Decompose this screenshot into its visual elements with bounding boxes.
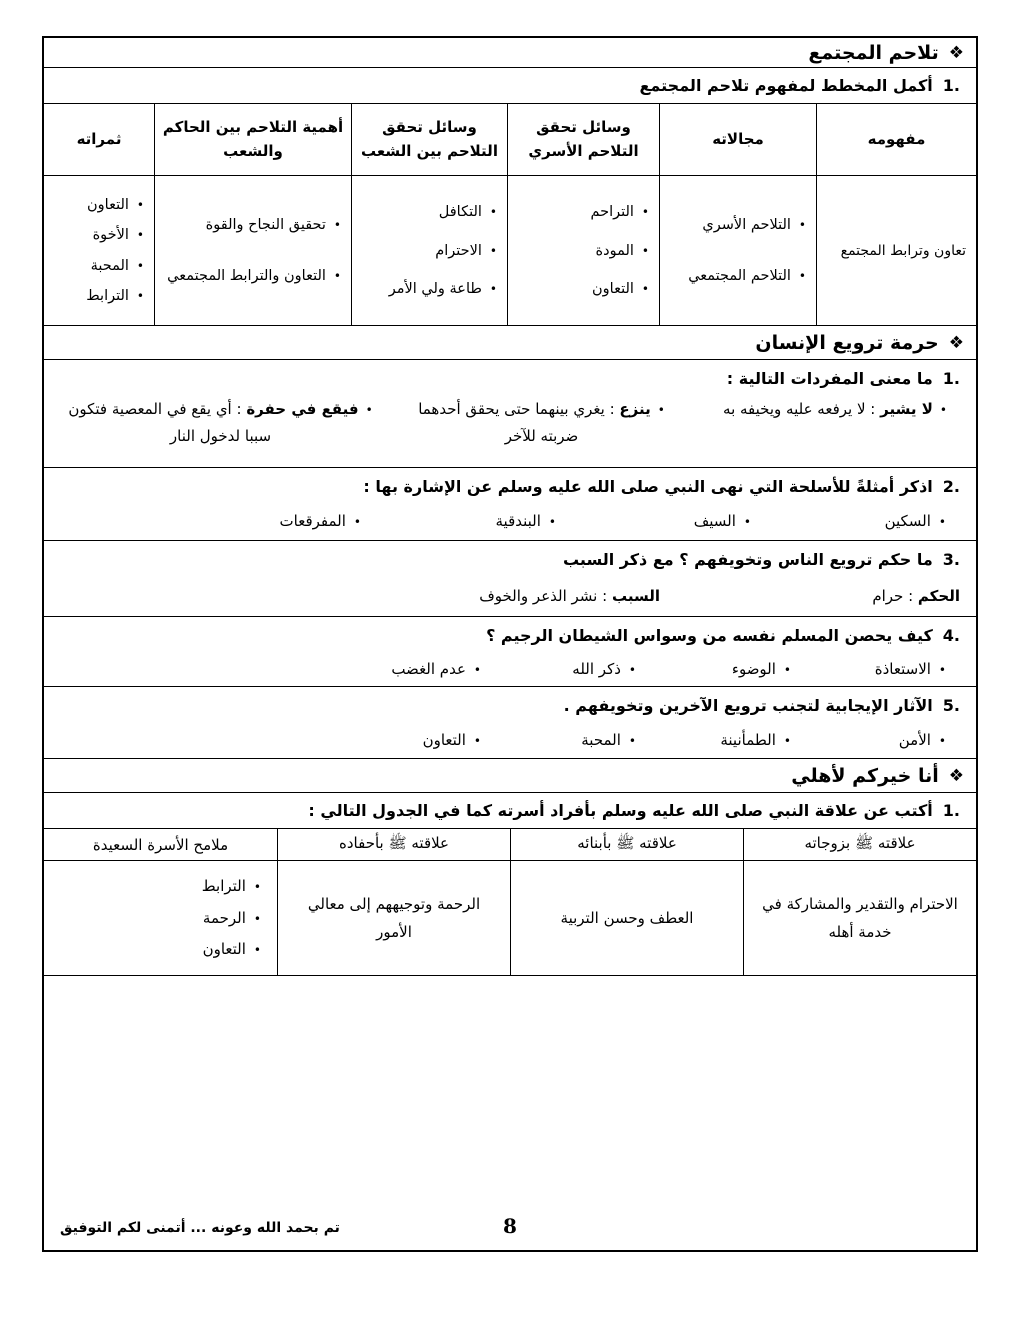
section-title: تلاحم المجتمع [808,41,939,64]
list-item [54,197,144,213]
question-positive-effects [44,689,976,721]
vocab-term: ينزع [619,400,651,418]
bullet-icon: • [136,197,144,212]
diamond-ornament-icon: ❖ [948,332,964,353]
table-cell-concept [816,176,976,325]
table-cell-people-means [351,176,507,325]
positive-effects-block [44,687,976,759]
list-item [165,268,341,284]
bullet-icon: • [489,281,497,296]
answer-text: التعاون [422,730,466,749]
answers-row [44,721,976,758]
concept-table-body-row [44,176,976,326]
column-header-domains: مجالاته [659,104,816,175]
bullet-icon: • [136,289,144,304]
vocab-item [409,396,674,450]
bullet-icon: • [939,403,947,417]
list-item [60,872,261,901]
section-header-terrorizing-humans [44,326,976,360]
answer-text: البندقية [495,512,541,530]
question-text: كيف يحصن المسلم نفسه من وسواس الشيطان الرجيم ؟ [486,625,933,645]
list-item-text: الترابط [201,877,246,896]
answers-row [44,651,976,686]
question-vocab [44,362,976,394]
ruling-value: حرام [872,586,904,605]
column-header-grandchildren: علاقته ﷺ بأحفاده [277,829,510,860]
bullet-icon: • [628,662,636,677]
answers-row [44,502,976,540]
list-item [54,288,144,304]
question-complete-diagram [44,68,976,104]
bullet-icon: • [938,733,946,748]
cell-text: العطف وحسن التربية [560,908,694,927]
column-header-family-means: وسائل تحقق التلاحم الأسري [507,104,659,175]
list-item [60,904,261,933]
colon-separator: : [231,400,247,418]
question-number: 1. [942,76,960,95]
list-item-text: التلاحم الأسري [702,217,791,233]
list-item-text: التكافل [438,204,482,221]
table-cell-family-means [507,176,659,325]
column-header-fruits: ثمراته [76,129,122,148]
bullet-icon: • [783,662,791,677]
bullet-icon: • [657,403,665,417]
bullet-icon: • [938,515,946,529]
reason-label: السبب [611,586,660,605]
list-item-text: التعاون [87,196,129,213]
list-item [54,227,144,243]
question-protection [44,619,976,651]
ruling-block [44,541,976,617]
column-header-wives: علاقته ﷺ بزوجاته [743,829,976,860]
list-item [670,268,806,284]
answer-item [481,731,636,749]
list-item [54,258,144,274]
list-item [362,204,497,220]
list-item-text: الترابط [86,288,129,305]
question-text: اذكر أمثلةً للأسلحة التي نهى النبي صلى الله عليه وسلم عن الإشارة بها : [363,476,933,496]
colon-separator: : [865,400,881,418]
list-item-text: الاحترام [435,242,482,259]
answer-text: ذكر الله [572,659,621,678]
vocab-definition: أي يقع في المعصية فتكون سببا لدخول النار [68,400,272,445]
list-item [518,204,649,220]
reason-value: نشر الذعر والخوف [479,586,598,605]
question-family-relations [44,793,976,829]
vocab-row [44,394,976,467]
answer-text: السكين [884,512,931,530]
list-item-text: المحبة [90,257,129,274]
cell-text: تعاون وترابط المجتمع [840,242,966,259]
diamond-ornament-icon: ❖ [948,42,964,63]
bullet-icon: • [641,243,649,258]
question-number: 3. [942,549,960,569]
table-cell-wives [743,861,976,975]
ruling-answer-row [44,575,976,616]
list-item-text: الأخوة [92,227,129,244]
bullet-icon: • [628,733,636,748]
answer-text: السيف [693,512,736,530]
list-item [165,217,341,233]
question-text: الآثار الإيجابية لتجنب ترويع الآخرين وتخويفهم . [563,695,933,715]
answer-item [791,731,946,749]
section-header-best-to-family [44,759,976,793]
list-item [518,281,649,297]
protection-block [44,617,976,687]
bullet-icon: • [783,733,791,748]
colon-separator: : [604,400,620,418]
ruling-pair [660,587,960,605]
column-header-concept: مفهومه [816,104,976,175]
answer-item [326,660,481,678]
page-number: 8 [503,1214,517,1238]
vocab-item [710,396,960,423]
list-item-text: طاعة ولي الأمر [388,280,482,297]
bullet-icon: • [489,243,497,258]
ruling-label: الحكم [917,586,960,605]
bullet-icon: • [641,205,649,220]
answer-text: الأمن [898,730,931,749]
column-header-people-means: وسائل تحقق التلاحم بين الشعب [351,104,507,175]
vocab-item [68,396,373,450]
vocab-definition: يغري بينهما حتى يحقق أحدهما ضربته للآخر [418,400,605,445]
cell-text: الاحترام والتقدير والمشاركة في خدمة أهله [762,894,958,941]
vocab-term: لا يشير [880,400,933,418]
bullet-icon: • [798,269,806,283]
answer-item [166,512,361,530]
concept-table-header-row [44,104,976,176]
list-item-text: الرحمة [202,908,246,927]
column-header-happy-family: ملامح الأسرة السعيدة [92,835,229,854]
answer-item [636,660,791,678]
list-item-text: التلاحم المجتمعي [688,268,791,284]
column-header-children: علاقته ﷺ بأبنائه [510,829,743,860]
section-header-community-cohesion [44,38,976,68]
question-text: أكتب عن علاقة النبي صلى الله عليه وسلم بأفراد أسرته كما في الجدول التالي : [308,801,933,820]
answer-text: المحبة [581,730,621,749]
answer-text: الوضوء [731,659,776,678]
colon-separator: : [903,586,918,605]
answer-text: عدم الغضب [391,659,466,678]
reason-pair [479,587,660,605]
bullet-icon: • [333,218,341,232]
weapons-block [44,468,976,541]
answer-text: الطمأنينة [720,730,776,749]
list-item-text: التعاون [202,940,246,959]
bullet-icon: • [253,943,261,958]
bullet-icon: • [641,281,649,296]
bullet-icon: • [548,515,556,529]
bullet-icon: • [365,403,373,417]
bullet-icon: • [136,228,144,243]
list-item [60,935,261,964]
column-header-importance: أهمية التلاحم بين الحاكم والشعب [154,104,351,175]
bullet-icon: • [136,258,144,273]
answer-item [751,512,946,530]
list-item-text: تحقيق النجاح والقوة [205,217,326,233]
table-cell-importance [154,176,351,325]
bullet-icon: • [253,911,261,926]
bullet-icon: • [473,733,481,748]
question-number: 1. [942,801,960,820]
list-item-text: التراحم [590,204,634,221]
bullet-icon: • [333,269,341,283]
answer-item [481,660,636,678]
section-title: أنا خيركم لأهلي [791,764,939,787]
table-cell-grandchildren [277,861,510,975]
table-cell-children [510,861,743,975]
bullet-icon: • [798,218,806,232]
answer-item [326,731,481,749]
bullet-icon: • [489,205,497,220]
table-cell-fruits [44,176,154,325]
cell-text: الرحمة وتوجيههم إلى معالي الأمور [307,894,481,941]
answer-item [361,512,556,530]
question-number: 4. [942,625,960,645]
answer-text: المفرقعات [279,512,346,530]
list-item-text: المودة [595,242,634,259]
list-item [362,243,497,259]
section-title: حرمة ترويع الإنسان [755,331,939,354]
list-item [518,243,649,259]
blank-area [44,976,976,1212]
worksheet-frame [42,36,978,1252]
vocab-block [44,360,976,468]
list-item [670,217,806,233]
question-text: ما معنى المفردات التالية : [726,368,933,388]
question-weapons [44,470,976,502]
bullet-icon: • [743,515,751,529]
family-table-header-row [44,829,976,861]
answer-item [556,512,751,530]
vocab-term: فيقع في حفرة [246,400,359,418]
question-number: 2. [942,476,960,496]
answer-text: الاستعاذة [874,659,931,678]
bullet-icon: • [473,662,481,677]
diamond-ornament-icon: ❖ [948,765,964,786]
question-number: 5. [942,695,960,715]
table-cell-happy-family [44,861,277,975]
question-number: 1. [942,368,960,388]
answer-item [791,660,946,678]
question-text: أكمل المخطط لمفهوم تلاحم المجتمع [639,76,933,95]
bullet-icon: • [938,662,946,677]
family-table-body-row [44,861,976,976]
table-cell-domains [659,176,816,325]
footer-note: تم بحمد الله وعونه ... أتمنى لكم التوفيق [60,1220,340,1236]
list-item-text: التعاون والترابط المجتمعي [167,268,326,284]
list-item-text: التعاون [592,280,634,297]
page-footer [44,1212,976,1250]
bullet-icon: • [353,515,361,529]
bullet-icon: • [253,880,261,895]
question-ruling [44,543,976,575]
vocab-definition: لا يرفعه عليه ويخيفه به [723,400,866,418]
colon-separator: : [597,586,612,605]
list-item [362,281,497,297]
question-text: ما حكم ترويع الناس وتخويفهم ؟ مع ذكر السبب [562,549,933,569]
answer-item [636,731,791,749]
